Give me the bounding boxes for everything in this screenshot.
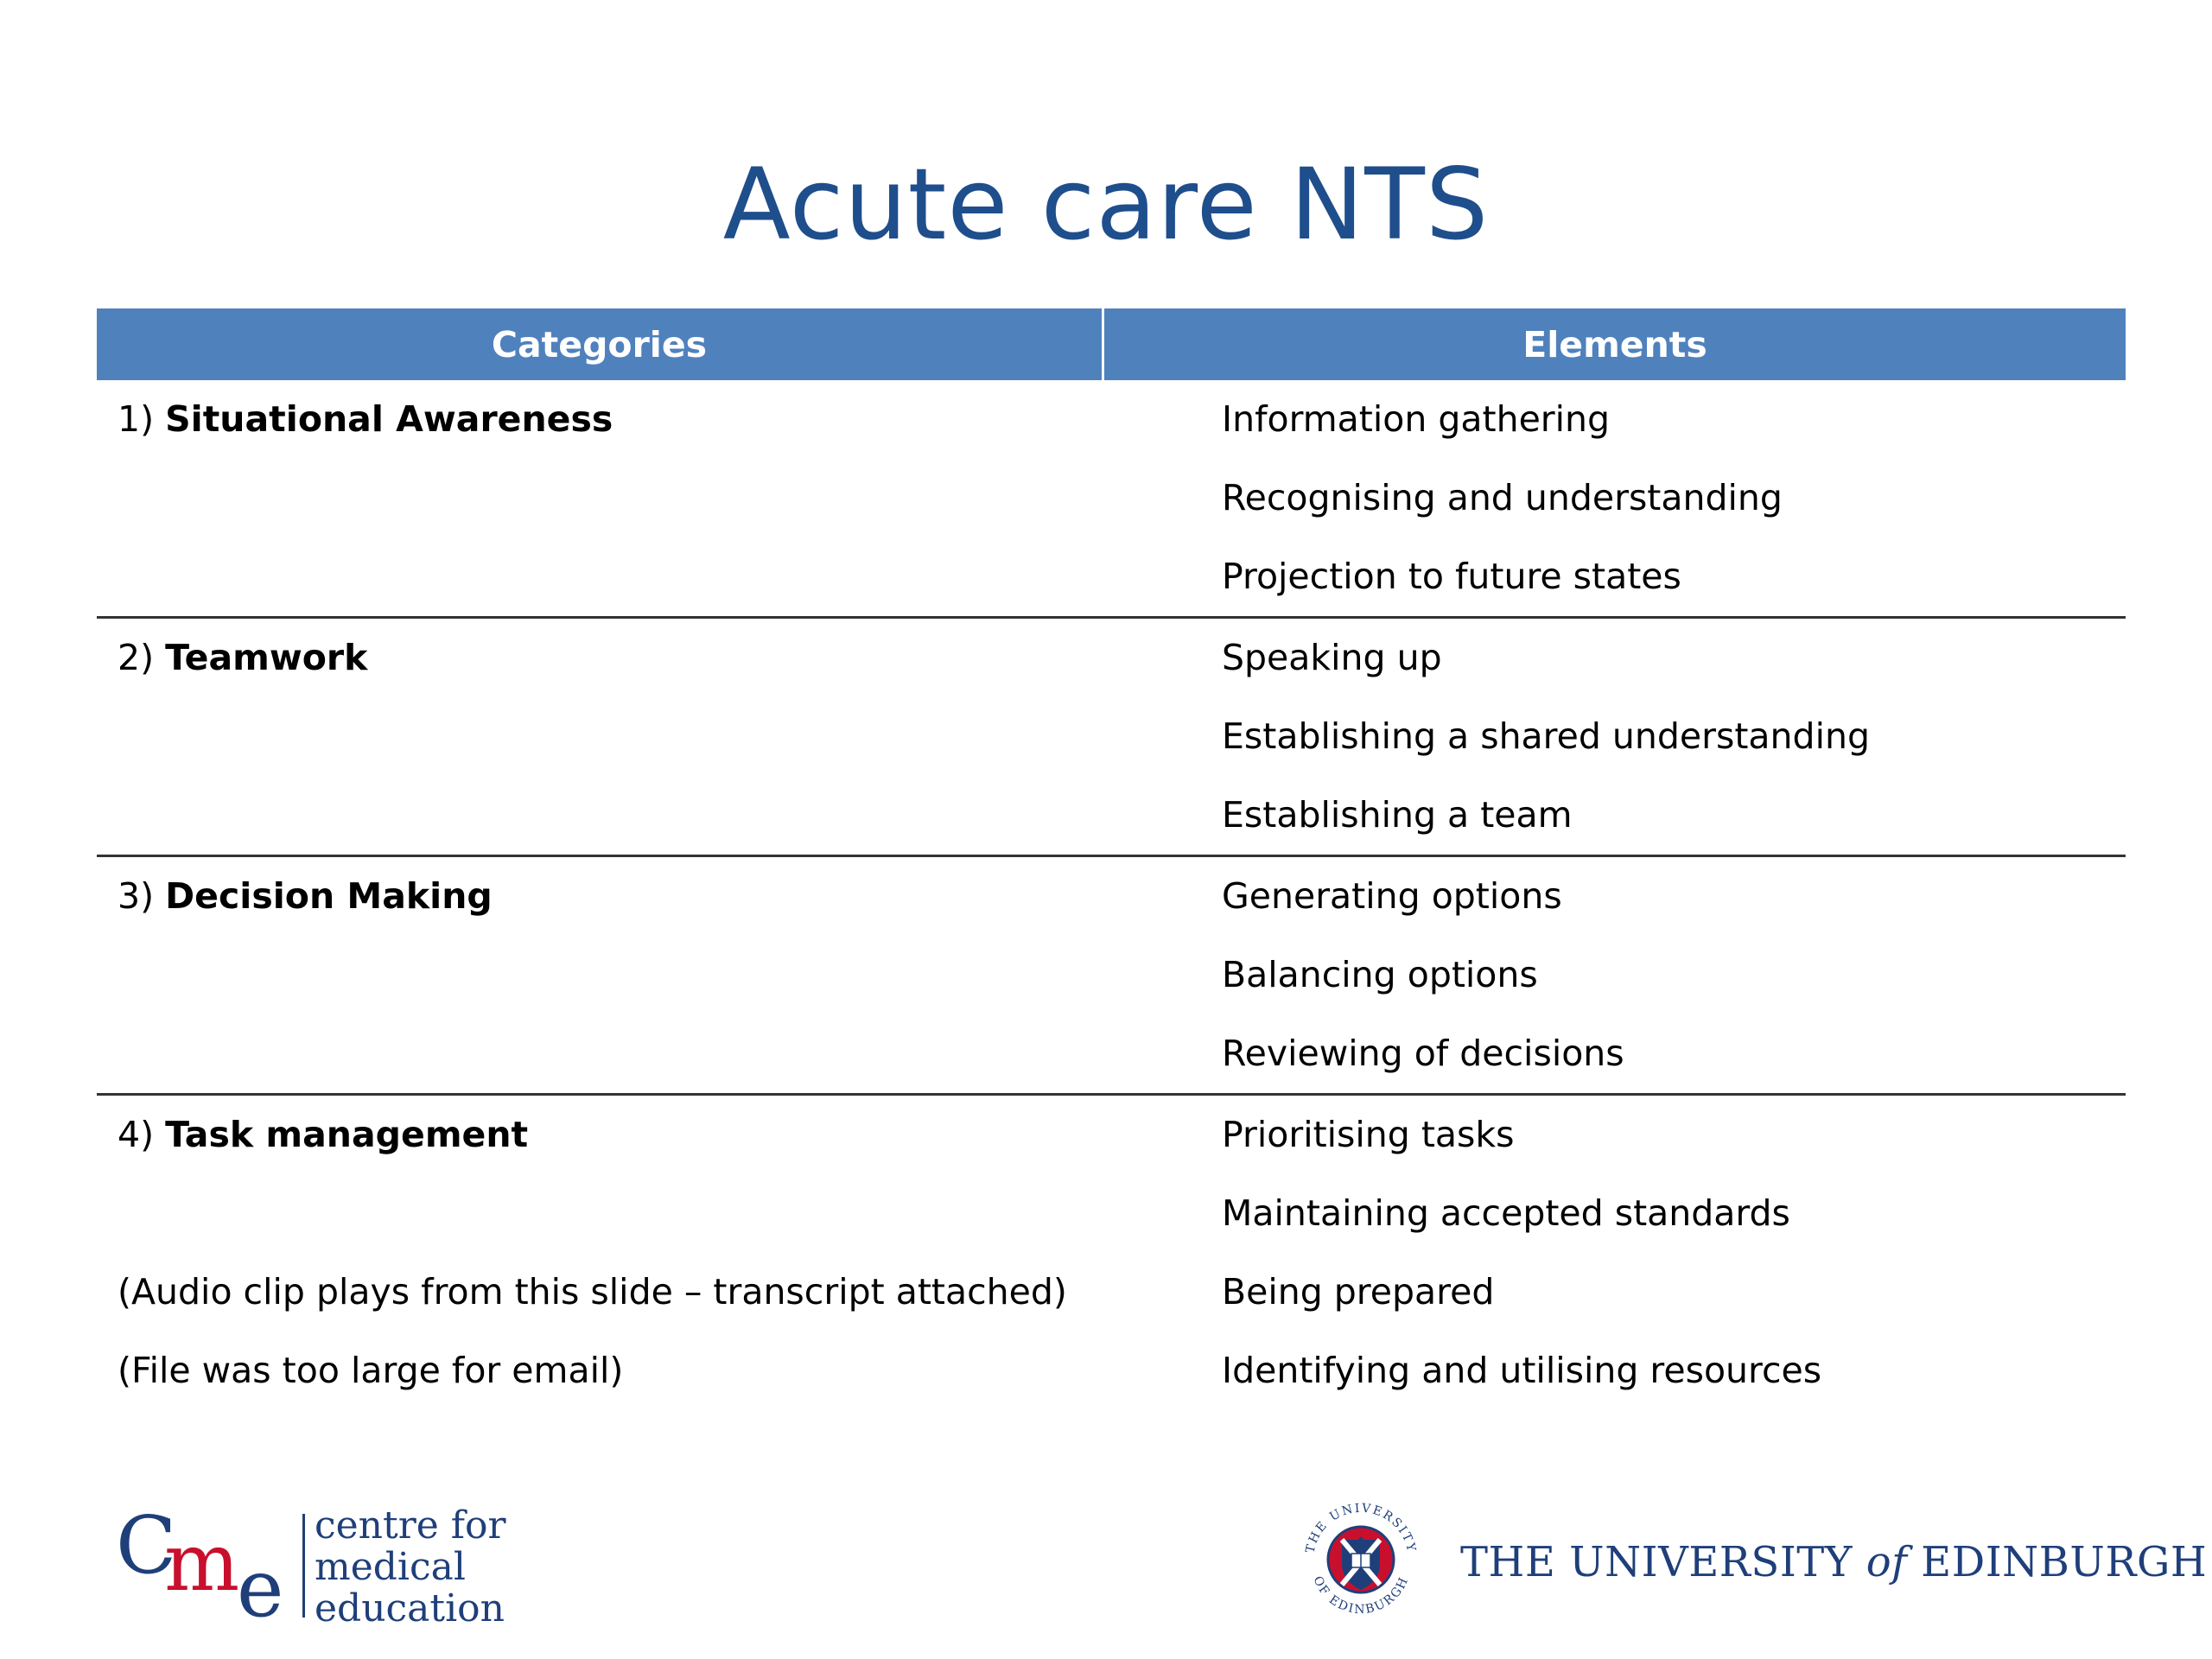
element-item: Balancing options [1222,954,1538,995]
category-note: (Audio clip plays from this slide – transcript attached) [118,1271,1067,1313]
element-item: Generating options [1222,875,1562,917]
cme-logo-block [114,1503,546,1630]
university-name [1460,1538,2207,1586]
element-item: Maintaining accepted standards [1222,1192,1790,1234]
table-body [97,380,2126,1410]
element-item: Projection to future states [1222,556,1681,597]
elements-cell [1104,619,2126,855]
header-categories: Categories [97,308,1104,380]
university-name-of: of [1866,1538,1908,1586]
cme-line-1: centre for [315,1503,506,1548]
category-label [97,1096,1104,1174]
category-spacer [97,1174,1104,1253]
cme-logo-m: m [164,1516,240,1609]
element-item: Reviewing of decisions [1222,1033,1624,1074]
category-name: Decision Making [165,875,493,917]
category-cell [97,857,1104,1093]
category-label [97,619,1104,697]
table-header [97,308,2126,380]
cme-line-3: education [315,1586,505,1630]
cme-divider [302,1514,305,1618]
table-row [97,380,2126,619]
category-number: 2) [118,637,166,678]
slide-title: Acute care NTS [722,147,1490,262]
cme-logo-c: C [116,1503,177,1592]
category-cell [97,380,1104,616]
category-label [97,380,1104,459]
category-number: 1) [118,398,166,440]
university-crest-icon [1296,1495,1426,1624]
elements-cell [1104,857,2126,1093]
category-name: Teamwork [165,637,368,678]
category-number: 3) [118,875,166,917]
university-name-prefix: THE UNIVERSITY [1460,1538,1866,1586]
element-item: Recognising and understanding [1222,477,1783,518]
table-row [97,857,2126,1096]
header-elements: Elements [1522,323,1707,365]
element-item: Identifying and utilising resources [1222,1350,1822,1391]
element-item: Being prepared [1222,1271,1495,1313]
element-item: Speaking up [1222,637,1442,678]
elements-cell [1104,1096,2126,1410]
element-item: Establishing a team [1222,794,1573,836]
table-row [97,619,2126,857]
cme-logo [114,1503,304,1624]
svg-text:OF EDINBURGH: OF EDINBURGH [1310,1573,1412,1618]
category-number: 4) [118,1114,166,1155]
category-note: (File was too large for email) [118,1350,624,1391]
university-name-suffix: EDINBURGH [1907,1538,2208,1586]
nts-table [97,308,2126,1410]
category-cell [97,619,1104,855]
elements-cell [1104,380,2126,616]
svg-text:THE UNIVERSITY: THE UNIVERSITY [1303,1501,1419,1554]
cme-logo-e: e [237,1542,284,1624]
category-name: Task management [165,1114,529,1155]
category-cell [97,1096,1104,1410]
element-item: Prioritising tasks [1222,1114,1515,1155]
category-label [97,857,1104,936]
cme-text [315,1505,506,1630]
category-name: Situational Awareness [165,398,613,440]
element-item: Establishing a shared understanding [1222,715,1870,757]
university-logo-block [1296,1495,2208,1624]
cme-line-2: medical [315,1545,466,1589]
element-item: Information gathering [1222,398,1611,440]
table-row [97,1096,2126,1410]
